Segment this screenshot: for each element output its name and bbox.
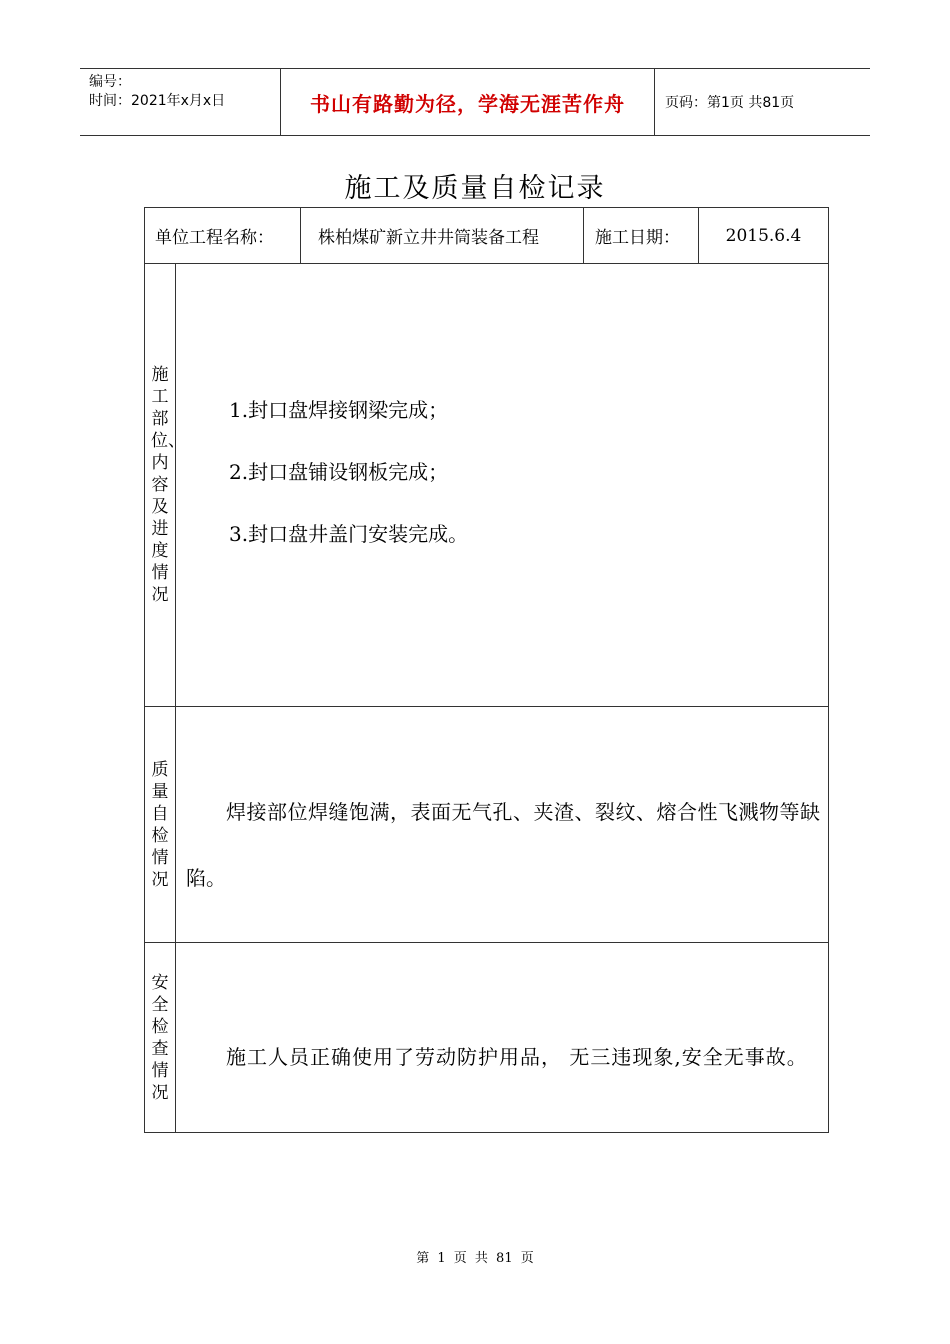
- header-meta: [80, 69, 280, 135]
- quality-check-text: 焊接部位焊缝饱满，表面无气孔、夹渣、裂纹、熔合性飞溅物等缺陷。: [186, 800, 820, 890]
- page-footer: 第 1 页 共 81 页: [416, 1251, 534, 1266]
- document-title: 施工及质量自检记录: [344, 173, 606, 204]
- project-name-label: 单位工程名称：: [145, 208, 301, 263]
- safety-check-label: 安全检查情况: [151, 972, 169, 1103]
- safety-check-section: [145, 943, 828, 1132]
- quality-check-content: [177, 707, 828, 942]
- construction-date-value: 2015.6.4: [725, 225, 802, 246]
- construction-item-list: [229, 394, 468, 580]
- inspection-record-table: [144, 207, 829, 1133]
- construction-progress-content: [177, 264, 828, 706]
- project-name-value: 株柏煤矿新立井井筒装备工程: [301, 208, 584, 263]
- safety-check-text: 施工人员正确使用了劳动防护用品， 无三违现象,安全无事故。: [226, 1045, 808, 1069]
- safety-check-content: [177, 943, 828, 1132]
- construction-progress-label-cell: [145, 264, 185, 706]
- construction-item: 1.封口盘焊接钢梁完成；: [229, 398, 449, 422]
- header-motto: 书山有路勤为径，学海无涯苦作舟: [280, 69, 655, 135]
- construction-item: 3.封口盘井盖门安装完成。: [229, 522, 469, 546]
- project-info-row: [145, 208, 828, 264]
- construction-date-label: 施工日期：: [584, 208, 699, 263]
- document-header: [80, 68, 870, 136]
- construction-item: 2.封口盘铺设钢板完成；: [229, 460, 449, 484]
- document-date: 时间：2021年x月x日: [89, 93, 226, 109]
- header-page-info: 页码：第1页 共81页: [665, 95, 795, 111]
- document-number-label: 编号：: [89, 74, 131, 90]
- construction-progress-section: [145, 264, 828, 707]
- construction-progress-label: 施工部位、内容及进度情况: [151, 365, 185, 605]
- safety-check-label-cell: [145, 943, 176, 1132]
- quality-check-section: [145, 707, 828, 943]
- quality-check-label-cell: [145, 707, 176, 942]
- quality-check-label: 质量自检情况: [151, 759, 169, 890]
